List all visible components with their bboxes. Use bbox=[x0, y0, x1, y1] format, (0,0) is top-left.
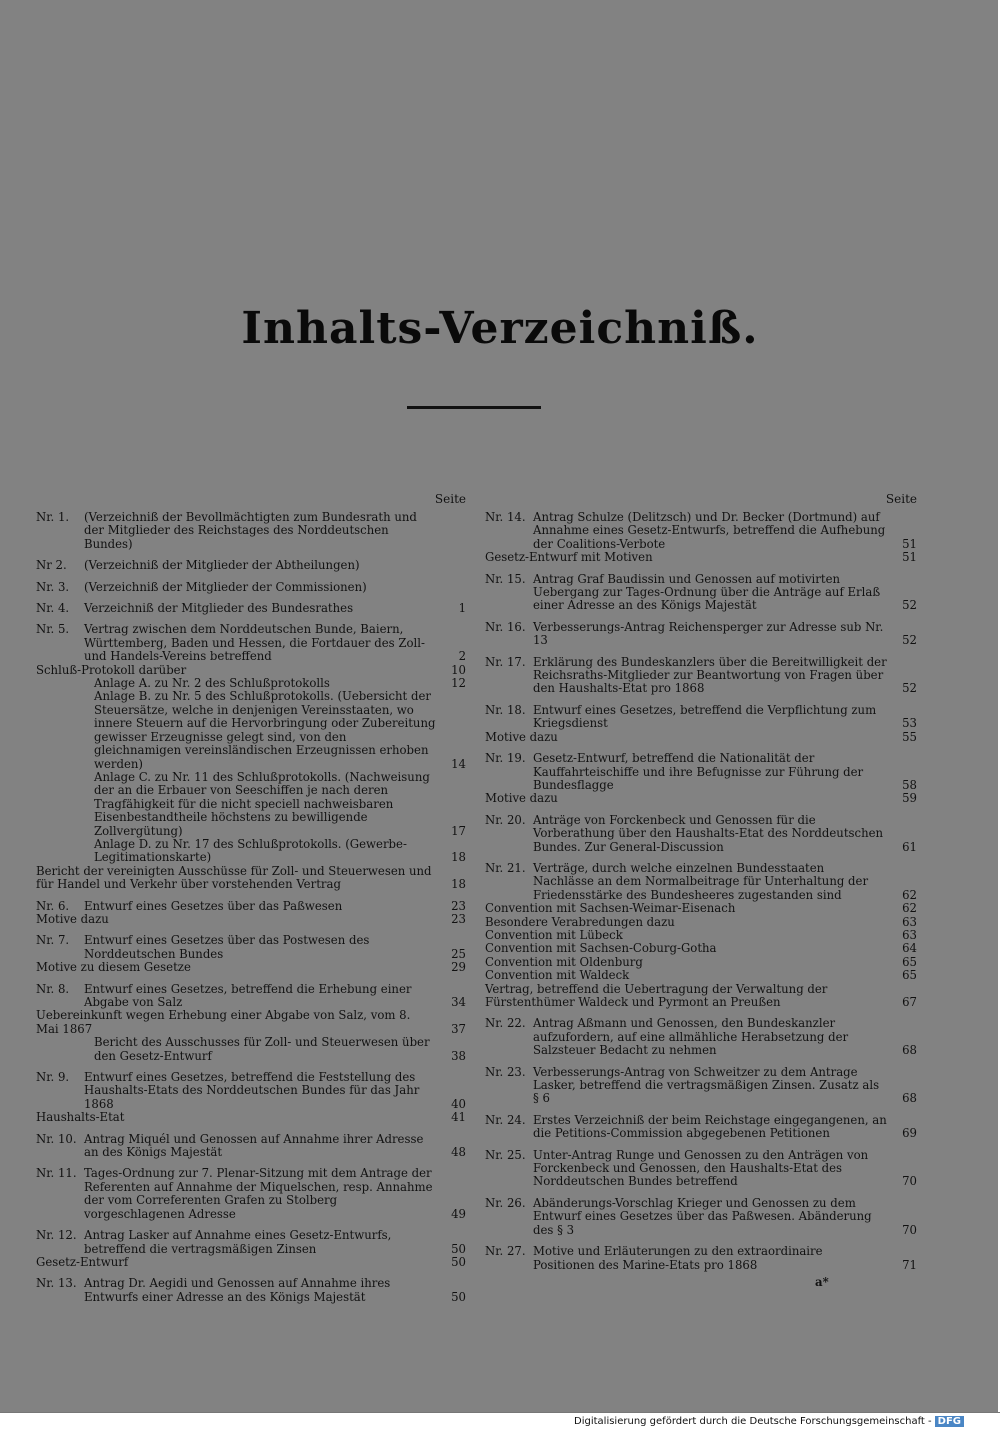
toc-column-right bbox=[485, 493, 917, 1289]
toc-entry bbox=[36, 623, 466, 891]
sub-entry bbox=[485, 942, 917, 955]
sub-entry-title: Uebereinkunft wegen Erhebung einer Abgabe von Salz, vom 8. Mai 1867 bbox=[36, 1008, 411, 1036]
toc-entry-head bbox=[36, 581, 466, 594]
entry-title: Erklärung des Bundeskanzlers über die Bereitwilligkeit der Reichsraths-Mitglieder zur Beantwortung von Fragen über den Haushalts-Etat pro 1868 bbox=[533, 654, 887, 696]
entry-title: Verträge, durch welche einzelnen Bundesstaaten Nachlässe an dem Normalbeitrage für Unterhaltung der Friedensstärke des Bundesheeres zugestanden sind bbox=[533, 860, 869, 902]
entry-number: Nr. 13. bbox=[36, 1276, 77, 1291]
entry-title: Motive und Erläuterungen zu den extraordinaire Positionen des Marine-Etats pro 1868 bbox=[533, 1244, 823, 1272]
toc-entry bbox=[485, 511, 917, 565]
toc-entry-head bbox=[485, 862, 917, 902]
sub-entry-title: Haushalts-Etat bbox=[36, 1110, 125, 1125]
entry-title: Gesetz-Entwurf, betreffend die Nationalität der Kauffahrteischiffe und ihre Befugnisse zur Führung der Bundesflagge bbox=[533, 751, 864, 792]
toc-entry-head bbox=[485, 752, 917, 792]
title-rule bbox=[407, 406, 541, 409]
sub-entry-title: Anlage D. zu Nr. 17 des Schlußprotokolls. (Gewerbe-Legitimationskarte) bbox=[94, 836, 407, 865]
entry-number: Nr. 15. bbox=[485, 571, 526, 586]
toc-entry-head bbox=[485, 573, 917, 613]
sub-entry bbox=[485, 956, 917, 969]
entry-title: Verbesserungs-Antrag von Schweitzer zu dem Antrage Lasker, betreffend die vertragsmäßigen Zinsen. Zusatz als § 6 bbox=[533, 1064, 880, 1106]
toc-entry bbox=[36, 934, 466, 974]
toc-entry bbox=[485, 1197, 917, 1237]
toc-entry bbox=[36, 511, 466, 551]
entry-number: Nr. 26. bbox=[485, 1195, 526, 1210]
sub-entry-page: 17 bbox=[451, 823, 466, 838]
toc-entry-head bbox=[36, 900, 466, 913]
entry-title: Antrag Dr. Aegidi und Genossen auf Annahme ihres Entwurfs einer Adresse an des Königs Majestät bbox=[84, 1276, 391, 1304]
toc-entry bbox=[485, 1114, 917, 1141]
sub-entry-title: Anlage B. zu Nr. 5 des Schlußprotokolls. (Uebersicht der Steuersätze, welche in denjenigen Vereinsstaaten, wo innere Steuern auf die Hervorbringung oder Zubereitung gewisser Erzeugnisse gelegt sind, von den gleichnamigen vereinsländischen Erzeugnissen erhoben werden) bbox=[94, 689, 436, 771]
entry-title: Entwurf eines Gesetzes, betreffend die Verpflichtung zum Kriegsdienst bbox=[533, 702, 877, 731]
toc-entry bbox=[485, 1066, 917, 1106]
sub-entry-title: Gesetz-Entwurf bbox=[36, 1254, 129, 1269]
toc-entry-head bbox=[36, 623, 466, 663]
entry-page: 53 bbox=[902, 716, 917, 731]
toc-entry-head bbox=[485, 656, 917, 696]
entry-page: 52 bbox=[902, 598, 917, 613]
entry-title: Antrag Aßmann und Genossen, den Bundeskanzler aufzufordern, auf eine allmähliche Herabsetzung der Salzsteuer Bedacht zu nehmen bbox=[533, 1016, 849, 1058]
dfg-logo: DFG bbox=[935, 1416, 964, 1427]
entry-line bbox=[84, 559, 466, 572]
sub-entry-title: Bericht des Ausschusses für Zoll- und Steuerwesen über den Gesetz-Entwurf bbox=[94, 1035, 430, 1063]
entry-page: 40 bbox=[451, 1096, 466, 1111]
entry-title: Antrag Lasker auf Annahme eines Gesetz-Entwurfs, betreffend die vertragsmäßigen Zinsen bbox=[84, 1228, 392, 1256]
entry-line bbox=[533, 1017, 917, 1057]
entry-line bbox=[533, 621, 917, 648]
sub-entry-page: 63 bbox=[902, 927, 917, 942]
toc-entry bbox=[485, 1149, 917, 1189]
entry-title: Entwurf eines Gesetzes über das Paßwesen bbox=[84, 898, 343, 913]
entry-line bbox=[533, 1114, 917, 1141]
entry-line bbox=[533, 1066, 917, 1106]
sub-entry-page: 64 bbox=[902, 941, 917, 956]
entry-page: 70 bbox=[902, 1222, 917, 1237]
toc-entry bbox=[36, 1133, 466, 1160]
sub-entry-title: Besondere Verabredungen dazu bbox=[485, 914, 675, 929]
entry-line bbox=[533, 656, 917, 696]
toc-entry-head bbox=[36, 1277, 466, 1304]
entry-number: Nr. 19. bbox=[485, 751, 526, 766]
sub-entry-page: 67 bbox=[902, 995, 917, 1009]
sub-entry-title: Convention mit Lübeck bbox=[485, 927, 623, 942]
toc-entry bbox=[36, 1167, 466, 1221]
toc-entry bbox=[36, 581, 466, 594]
sub-entry bbox=[485, 551, 917, 564]
entry-line bbox=[84, 1071, 466, 1111]
sub-entry bbox=[36, 961, 466, 974]
sub-entry-page: 10 bbox=[451, 662, 466, 677]
entry-line bbox=[84, 511, 466, 551]
entry-page: 68 bbox=[902, 1043, 917, 1058]
entry-line bbox=[84, 602, 466, 615]
sub-entry-title: Motive dazu bbox=[36, 911, 109, 926]
entry-page: 1 bbox=[458, 601, 466, 616]
entry-title: Verbesserungs-Antrag Reichensperger zur Adresse sub Nr. 13 bbox=[533, 619, 884, 648]
sub-entry-title: Vertrag, betreffend die Uebertragung der Verwaltung der Fürstenthümer Waldeck und Pyrmont an Preußen bbox=[485, 981, 828, 1009]
toc-entry bbox=[485, 573, 917, 613]
entry-line bbox=[84, 1167, 466, 1221]
sub-entry-page: 37 bbox=[451, 1021, 466, 1036]
toc-entry bbox=[485, 704, 917, 744]
sub-entry-page: 23 bbox=[451, 911, 466, 926]
toc-entry-head bbox=[36, 511, 466, 551]
toc-entry-head bbox=[36, 1071, 466, 1111]
toc-entry bbox=[36, 1071, 466, 1125]
entry-number: Nr. 8. bbox=[36, 981, 70, 996]
entry-title: Anträge von Forckenbeck und Genossen für die Vorberathung über den Haushalts-Etat des Norddeutschen Bundes. Zur General-Discussion bbox=[533, 812, 884, 854]
sub-entry bbox=[36, 865, 466, 892]
toc-entry-head bbox=[485, 1017, 917, 1057]
toc-entry-head bbox=[485, 621, 917, 648]
entry-line bbox=[533, 862, 917, 902]
entry-title: (Verzeichniß der Bevollmächtigten zum Bundesrath und der Mitglieder des Reichstages des Norddeutschen Bundes) bbox=[84, 510, 417, 551]
toc-entry-head bbox=[485, 511, 917, 551]
sub-entry-page: 65 bbox=[902, 968, 917, 983]
sub-entry bbox=[94, 690, 466, 770]
toc-entry bbox=[36, 1277, 466, 1304]
entry-number: Nr. 10. bbox=[36, 1131, 77, 1146]
sub-entry bbox=[94, 771, 466, 838]
entry-number: Nr. 14. bbox=[485, 510, 526, 524]
entry-page: 69 bbox=[902, 1126, 917, 1141]
toc-entry-head bbox=[36, 1167, 466, 1221]
entry-number: Nr. 6. bbox=[36, 898, 70, 913]
entry-title: Entwurf eines Gesetzes, betreffend die Erhebung einer Abgabe von Salz bbox=[84, 981, 412, 1009]
seite-header: Seite bbox=[885, 492, 917, 506]
entry-page: 52 bbox=[902, 681, 917, 696]
sub-entry bbox=[36, 1111, 466, 1124]
entry-line bbox=[84, 581, 466, 594]
toc-column-left bbox=[36, 493, 466, 1312]
footer bbox=[574, 1416, 964, 1427]
entry-number: Nr. 16. bbox=[485, 619, 526, 634]
entry-number: Nr. 11. bbox=[36, 1166, 77, 1181]
entry-line bbox=[533, 573, 917, 613]
entry-title: (Verzeichniß der Mitglieder der Commissionen) bbox=[84, 579, 367, 594]
sub-entry bbox=[485, 929, 917, 942]
entry-number: Nr. 3. bbox=[36, 579, 70, 594]
sub-entry-page: 38 bbox=[451, 1048, 466, 1063]
entry-page: 49 bbox=[451, 1206, 466, 1221]
entry-title: Entwurf eines Gesetzes über das Postwesen des Norddeutschen Bundes bbox=[84, 933, 370, 961]
entry-page: 61 bbox=[902, 839, 917, 854]
entry-number: Nr. 20. bbox=[485, 812, 526, 827]
sub-entry bbox=[36, 913, 466, 926]
toc-entry bbox=[36, 602, 466, 615]
sub-entry-title: Convention mit Sachsen-Coburg-Gotha bbox=[485, 941, 717, 956]
entry-page: 25 bbox=[451, 946, 466, 961]
toc-entry bbox=[485, 621, 917, 648]
sub-entry-page: 41 bbox=[451, 1110, 466, 1125]
entry-number: Nr. 25. bbox=[485, 1147, 526, 1162]
entry-page: 70 bbox=[902, 1174, 917, 1189]
toc-entry bbox=[485, 862, 917, 1009]
entry-title: Verzeichniß der Mitglieder des Bundesrathes bbox=[84, 601, 354, 616]
entry-line bbox=[533, 752, 917, 792]
sub-entry-title: Bericht der vereinigten Ausschüsse für Zoll- und Steuerwesen und für Handel und Verkehr über vorstehenden Vertrag bbox=[36, 863, 432, 892]
entry-title: Antrag Graf Baudissin und Genossen auf motivirten Uebergang zur Tages-Ordnung über die Anträge auf Erlaß einer Adresse an des Königs Majestät bbox=[533, 571, 881, 613]
sub-entry bbox=[485, 792, 917, 805]
entry-number: Nr 2. bbox=[36, 558, 67, 573]
toc-entry-head bbox=[485, 814, 917, 854]
entry-line bbox=[84, 623, 466, 663]
toc-entry-head bbox=[485, 704, 917, 731]
footer-text: Digitalisierung gefördert durch die Deutsche Forschungsgemeinschaft - bbox=[574, 1416, 932, 1427]
entry-line bbox=[533, 1245, 917, 1272]
entry-page: 68 bbox=[902, 1091, 917, 1106]
sub-entry-title: Motive dazu bbox=[485, 729, 558, 744]
entry-page: 71 bbox=[902, 1257, 917, 1272]
sub-entry-page: 55 bbox=[902, 729, 917, 744]
sub-entry-title: Anlage A. zu Nr. 2 des Schlußprotokolls bbox=[94, 676, 330, 691]
sub-entry bbox=[94, 677, 466, 690]
sub-entry-title: Convention mit Oldenburg bbox=[485, 954, 643, 969]
sub-entry-page: 65 bbox=[902, 954, 917, 969]
sub-entry-page: 14 bbox=[451, 756, 466, 771]
toc-entry bbox=[485, 1245, 917, 1272]
sub-entry-title: Convention mit Sachsen-Weimar-Eisenach bbox=[485, 901, 736, 916]
entry-page: 34 bbox=[451, 995, 466, 1009]
entry-line bbox=[84, 1229, 466, 1256]
sub-entry-title: Motive dazu bbox=[485, 791, 558, 806]
entry-title: Unter-Antrag Runge und Genossen zu den Anträgen von Forckenbeck und Genossen, den Haushalts-Etat des Norddeutschen Bundes betreffend bbox=[533, 1147, 869, 1189]
entry-number: Nr. 24. bbox=[485, 1112, 526, 1127]
sub-entry-page: 62 bbox=[902, 901, 917, 916]
entry-line bbox=[84, 1277, 466, 1304]
sub-entry-title: Schluß-Protokoll darüber bbox=[36, 662, 187, 677]
entry-title: Erstes Verzeichniß der beim Reichstage eingegangenen, an die Petitions-Commission abgegebenen Petitionen bbox=[533, 1112, 887, 1141]
sub-entry-title: Convention mit Waldeck bbox=[485, 968, 630, 983]
sub-entry-page: 18 bbox=[451, 877, 466, 892]
sub-entry-page: 12 bbox=[451, 676, 466, 691]
toc-entry-head bbox=[36, 983, 466, 1010]
entry-title: Tages-Ordnung zur 7. Plenar-Sitzung mit dem Antrage der Referenten auf Annahme der Miquelschen, resp. Annahme der vom Correferenten Grafen zu Stolberg vorgeschlagenen Adresse bbox=[84, 1166, 433, 1221]
sub-entry bbox=[94, 838, 466, 865]
entry-line bbox=[84, 983, 466, 1010]
entry-number: Nr. 12. bbox=[36, 1228, 77, 1243]
sub-entry bbox=[36, 1009, 466, 1036]
entry-line bbox=[84, 900, 466, 913]
entry-number: Nr. 9. bbox=[36, 1070, 70, 1085]
sub-entry-page: 50 bbox=[451, 1254, 466, 1269]
sub-entry-page: 29 bbox=[451, 960, 466, 975]
toc-entry bbox=[485, 814, 917, 854]
toc-entry-head bbox=[36, 559, 466, 572]
entry-number: Nr. 1. bbox=[36, 510, 70, 524]
toc-entry-head bbox=[36, 1133, 466, 1160]
sub-entry-page: 51 bbox=[902, 550, 917, 565]
toc-entries bbox=[36, 511, 466, 1304]
entry-line bbox=[533, 511, 917, 551]
entry-page: 50 bbox=[451, 1289, 466, 1304]
entry-page: 58 bbox=[902, 777, 917, 792]
signature-mark: a* bbox=[815, 1274, 829, 1289]
entry-line bbox=[533, 1197, 917, 1237]
toc-entry bbox=[36, 1229, 466, 1269]
toc-entry-head bbox=[485, 1197, 917, 1237]
toc-entry bbox=[485, 1017, 917, 1057]
sub-entry bbox=[485, 916, 917, 929]
sub-entry-page: 59 bbox=[902, 791, 917, 806]
toc-entry bbox=[485, 656, 917, 696]
toc-entry-head bbox=[485, 1114, 917, 1141]
entry-page: 48 bbox=[451, 1145, 466, 1160]
entry-page: 52 bbox=[902, 633, 917, 648]
toc-entry-head bbox=[36, 602, 466, 615]
entry-page: 62 bbox=[902, 887, 917, 902]
sub-entry-title: Motive zu diesem Gesetze bbox=[36, 960, 191, 975]
sub-entry-page: 63 bbox=[902, 914, 917, 929]
toc-entry-head bbox=[36, 1229, 466, 1256]
sub-entry-page: 18 bbox=[451, 850, 466, 865]
entry-page: 51 bbox=[902, 536, 917, 551]
entry-line bbox=[84, 934, 466, 961]
toc-entry-head bbox=[485, 1149, 917, 1189]
page-title: Inhalts-Verzeichniß. bbox=[241, 303, 759, 354]
entry-page: 2 bbox=[458, 649, 466, 664]
sub-entry-title: Anlage C. zu Nr. 11 des Schlußprotokolls. (Nachweisung der an die Erbauer von Seeschiffen je nach deren Tragfähigkeit für die nicht speciell nachweisbaren Eisenbestandtheile höchstens zu bewilligende Zollvergütung) bbox=[94, 769, 430, 838]
toc-entry-head bbox=[36, 934, 466, 961]
toc-entries bbox=[485, 511, 917, 1272]
entry-title: (Verzeichniß der Mitglieder der Abtheilungen) bbox=[84, 558, 360, 573]
entry-number: Nr. 5. bbox=[36, 622, 70, 637]
entry-number: Nr. 27. bbox=[485, 1244, 526, 1259]
entry-line bbox=[533, 1149, 917, 1189]
sub-entry bbox=[94, 1036, 466, 1063]
toc-entry bbox=[36, 900, 466, 927]
entry-title: Antrag Schulze (Delitzsch) und Dr. Becker (Dortmund) auf Annahme eines Gesetz-Entwurfs, betreffend die Aufhebung der Coalitions-Verbote bbox=[533, 510, 886, 551]
entry-number: Nr. 7. bbox=[36, 933, 70, 948]
sub-entry bbox=[485, 983, 917, 1010]
toc-entry bbox=[485, 752, 917, 806]
toc-entry bbox=[36, 559, 466, 572]
entry-number: Nr. 23. bbox=[485, 1064, 526, 1079]
entry-number: Nr. 17. bbox=[485, 654, 526, 669]
entry-line bbox=[533, 704, 917, 731]
entry-number: Nr. 18. bbox=[485, 702, 526, 717]
entry-page: 50 bbox=[451, 1241, 466, 1256]
toc-entry bbox=[36, 983, 466, 1063]
footer-rule bbox=[0, 1412, 1000, 1413]
toc-entry-head bbox=[485, 1245, 917, 1272]
entry-line bbox=[533, 814, 917, 854]
entry-page: 23 bbox=[451, 898, 466, 913]
sub-entry bbox=[485, 969, 917, 982]
toc-entry-head bbox=[485, 1066, 917, 1106]
entry-title: Abänderungs-Vorschlag Krieger und Genossen zu dem Entwurf eines Gesetzes über das Paßwesen. Abänderung des § 3 bbox=[533, 1195, 872, 1237]
entry-title: Entwurf eines Gesetzes, betreffend die Feststellung des Haushalts-Etats des Norddeutschen Bundes für das Jahr 1868 bbox=[84, 1070, 420, 1111]
entry-line bbox=[84, 1133, 466, 1160]
sub-entry-title: Gesetz-Entwurf mit Motiven bbox=[485, 550, 653, 565]
entry-number: Nr. 21. bbox=[485, 860, 526, 875]
entry-number: Nr. 22. bbox=[485, 1016, 526, 1031]
sub-entry bbox=[36, 1256, 466, 1269]
sub-entry bbox=[485, 731, 917, 744]
entry-title: Vertrag zwischen dem Norddeutschen Bunde, Baiern, Württemberg, Baden und Hessen, die Fortdauer des Zoll- und Handels-Vereins betreffend bbox=[84, 622, 425, 664]
sub-entry bbox=[485, 902, 917, 915]
sub-entry bbox=[36, 664, 466, 677]
entry-title: Antrag Miquél und Genossen auf Annahme ihrer Adresse an des Königs Majestät bbox=[84, 1131, 424, 1160]
entry-number: Nr. 4. bbox=[36, 601, 70, 616]
seite-header: Seite bbox=[434, 492, 466, 506]
